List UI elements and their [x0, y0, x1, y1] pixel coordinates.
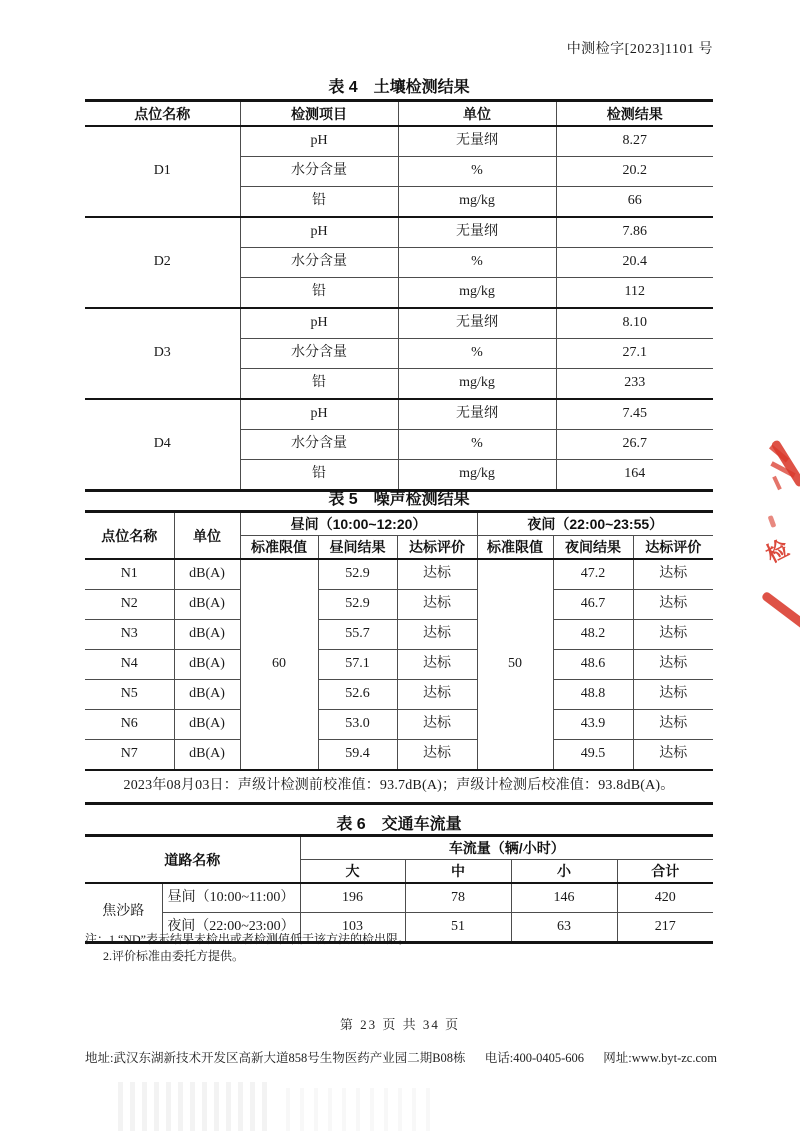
soil-results-table — [85, 99, 713, 492]
unit-cell: mg/kg — [398, 369, 556, 400]
col-header-total: 合计 — [617, 860, 713, 884]
flow-total-cell: 217 — [617, 913, 713, 943]
table4-title: 表 4 土壤检测结果 — [328, 79, 470, 96]
point-name-cell: D1 — [85, 126, 240, 217]
unit-cell: dB(A) — [174, 680, 240, 710]
night-eval-cell: 达标 — [633, 710, 713, 740]
result-cell: 26.7 — [556, 430, 713, 460]
result-cell: 7.45 — [556, 399, 713, 430]
document-ref-number: 中测检字[2023]1101 号 — [566, 42, 713, 57]
flow-medium-cell: 51 — [405, 913, 511, 943]
seal-stroke-icon — [770, 461, 795, 478]
calibration-row — [85, 770, 713, 804]
col-header-point: 点位名称 — [85, 512, 174, 560]
day-eval-cell: 达标 — [397, 620, 477, 650]
unit-cell: % — [398, 339, 556, 369]
flow-medium-cell: 78 — [405, 883, 511, 913]
seal-stroke-icon — [769, 445, 789, 463]
unit-cell: dB(A) — [174, 590, 240, 620]
col-group-day: 昼间（10:00~12:20） — [240, 512, 477, 536]
unit-cell: dB(A) — [174, 620, 240, 650]
unit-cell: dB(A) — [174, 559, 240, 590]
period-cell: 昼间（10:00~11:00） — [162, 883, 300, 913]
result-cell: 20.2 — [556, 157, 713, 187]
night-result-cell: 49.5 — [553, 740, 633, 771]
period-cell: 夜间（22:00~23:00） — [162, 913, 300, 943]
night-result-cell: 43.9 — [553, 710, 633, 740]
result-cell: 7.86 — [556, 217, 713, 248]
flow-large-cell: 196 — [300, 883, 405, 913]
flow-total-cell: 420 — [617, 883, 713, 913]
table-header-row — [85, 512, 713, 536]
result-cell: 8.27 — [556, 126, 713, 157]
unit-cell: 无量纲 — [398, 399, 556, 430]
col-header-medium: 中 — [405, 860, 511, 884]
item-cell: 水分含量 — [240, 248, 398, 278]
table-row — [85, 620, 713, 650]
footnote-text-1: 1.“ND”表示结果未检出或者检测值低于该方法的检出限。 — [109, 932, 411, 946]
col-header-unit: 单位 — [398, 101, 556, 127]
seal-character: 检 — [761, 535, 793, 568]
day-eval-cell: 达标 — [397, 590, 477, 620]
footer-address: 地址:武汉东湖新技术开发区高新大道858号生物医药产业园二期B08栋 — [85, 1051, 466, 1065]
table-row — [85, 590, 713, 620]
night-eval-cell: 达标 — [633, 680, 713, 710]
table-row — [85, 559, 713, 590]
night-result-cell: 46.7 — [553, 590, 633, 620]
point-name-cell: N4 — [85, 650, 174, 680]
col-header-day-eval: 达标评价 — [397, 536, 477, 560]
item-cell: pH — [240, 126, 398, 157]
watermark-block — [286, 1088, 436, 1131]
table-row — [85, 883, 713, 913]
result-cell: 233 — [556, 369, 713, 400]
unit-cell: 无量纲 — [398, 308, 556, 339]
footnote-line-2: 2.评价标准由委托方提供。 — [103, 949, 245, 964]
footnote-prefix: 注： — [85, 932, 110, 946]
col-header-large: 大 — [300, 860, 405, 884]
day-result-cell: 55.7 — [318, 620, 397, 650]
col-header-result: 检测结果 — [556, 101, 713, 127]
noise-results-table — [85, 510, 713, 805]
table5-title: 表 5 噪声检测结果 — [328, 491, 470, 508]
table-header-row — [85, 836, 713, 860]
item-cell: 水分含量 — [240, 339, 398, 369]
day-result-cell: 57.1 — [318, 650, 397, 680]
point-name-cell: N6 — [85, 710, 174, 740]
day-eval-cell: 达标 — [397, 559, 477, 590]
page-number: 第 23 页 共 34 页 — [339, 1017, 461, 1032]
day-result-cell: 53.0 — [318, 710, 397, 740]
seal-stroke-icon — [772, 476, 782, 490]
table-row — [85, 399, 713, 430]
day-result-cell: 52.6 — [318, 680, 397, 710]
footnote-line-1 — [85, 931, 713, 948]
road-name-cell: 焦沙路 — [85, 883, 162, 943]
seal-stroke-icon — [768, 515, 777, 528]
night-eval-cell: 达标 — [633, 559, 713, 590]
footer-phone: 电话:400-0405-606 — [484, 1051, 585, 1065]
footnotes — [85, 931, 713, 966]
col-header-unit: 单位 — [174, 512, 240, 560]
table-row — [85, 308, 713, 339]
col-header-night-limit: 标准限值 — [477, 536, 553, 560]
day-result-cell: 52.9 — [318, 590, 397, 620]
traffic-flow-table — [85, 834, 713, 944]
footer-website: 网址:www.byt-zc.com — [603, 1051, 717, 1065]
seal-arc-icon — [761, 591, 800, 629]
item-cell: 铅 — [240, 369, 398, 400]
day-eval-cell: 达标 — [397, 680, 477, 710]
flow-small-cell: 63 — [511, 913, 617, 943]
night-result-cell: 48.6 — [553, 650, 633, 680]
night-result-cell: 48.8 — [553, 680, 633, 710]
col-group-night: 夜间（22:00~23:55） — [477, 512, 713, 536]
col-header-day-result: 昼间结果 — [318, 536, 397, 560]
table-row — [85, 217, 713, 248]
table-row — [85, 126, 713, 157]
day-eval-cell: 达标 — [397, 650, 477, 680]
unit-cell: mg/kg — [398, 278, 556, 309]
item-cell: pH — [240, 399, 398, 430]
night-limit-cell: 50 — [477, 559, 553, 770]
watermark-block — [118, 1082, 268, 1131]
day-eval-cell: 达标 — [397, 740, 477, 771]
day-limit-cell: 60 — [240, 559, 318, 770]
flow-small-cell: 146 — [511, 883, 617, 913]
col-group-flow: 车流量（辆/小时） — [300, 836, 713, 860]
unit-cell: mg/kg — [398, 460, 556, 491]
col-header-day-limit: 标准限值 — [240, 536, 318, 560]
item-cell: 水分含量 — [240, 157, 398, 187]
col-header-night-result: 夜间结果 — [553, 536, 633, 560]
unit-cell: 无量纲 — [398, 217, 556, 248]
item-cell: pH — [240, 308, 398, 339]
unit-cell: dB(A) — [174, 710, 240, 740]
day-result-cell: 59.4 — [318, 740, 397, 771]
table6-title: 表 6 交通车流量 — [336, 816, 462, 833]
point-name-cell: N7 — [85, 740, 174, 771]
result-cell: 8.10 — [556, 308, 713, 339]
point-name-cell: D2 — [85, 217, 240, 308]
point-name-cell: N5 — [85, 680, 174, 710]
table-row — [85, 680, 713, 710]
scan-ghost-watermark — [118, 1082, 470, 1131]
night-result-cell: 47.2 — [553, 559, 633, 590]
unit-cell: % — [398, 430, 556, 460]
table-row — [85, 740, 713, 771]
result-cell: 164 — [556, 460, 713, 491]
col-header-small: 小 — [511, 860, 617, 884]
night-eval-cell: 达标 — [633, 650, 713, 680]
seal-arc-icon — [770, 439, 800, 488]
col-header-night-eval: 达标评价 — [633, 536, 713, 560]
item-cell: 铅 — [240, 278, 398, 309]
day-eval-cell: 达标 — [397, 710, 477, 740]
footer-contact-line — [85, 1048, 717, 1066]
col-header-road: 道路名称 — [85, 836, 300, 884]
item-cell: 铅 — [240, 187, 398, 218]
item-cell: 水分含量 — [240, 430, 398, 460]
flow-large-cell: 103 — [300, 913, 405, 943]
result-cell: 112 — [556, 278, 713, 309]
unit-cell: dB(A) — [174, 650, 240, 680]
day-result-cell: 52.9 — [318, 559, 397, 590]
item-cell: 铅 — [240, 460, 398, 491]
table-row — [85, 650, 713, 680]
unit-cell: dB(A) — [174, 740, 240, 771]
night-eval-cell: 达标 — [633, 590, 713, 620]
unit-cell: % — [398, 248, 556, 278]
item-cell: pH — [240, 217, 398, 248]
col-header-point: 点位名称 — [85, 101, 240, 127]
point-name-cell: D3 — [85, 308, 240, 399]
night-eval-cell: 达标 — [633, 740, 713, 771]
table-header-row — [85, 101, 713, 127]
col-header-item: 检测项目 — [240, 101, 398, 127]
point-name-cell: N2 — [85, 590, 174, 620]
table-row — [85, 710, 713, 740]
calibration-note: 2023年08月03日：声级计检测前校准值：93.7dB(A)；声级计检测后校准值：93.8dB(A)。 — [85, 770, 713, 804]
result-cell: 20.4 — [556, 248, 713, 278]
unit-cell: mg/kg — [398, 187, 556, 218]
night-eval-cell: 达标 — [633, 620, 713, 650]
point-name-cell: D4 — [85, 399, 240, 491]
red-seal-stamp — [752, 433, 800, 629]
night-result-cell: 48.2 — [553, 620, 633, 650]
point-name-cell: N3 — [85, 620, 174, 650]
result-cell: 66 — [556, 187, 713, 218]
unit-cell: % — [398, 157, 556, 187]
point-name-cell: N1 — [85, 559, 174, 590]
unit-cell: 无量纲 — [398, 126, 556, 157]
result-cell: 27.1 — [556, 339, 713, 369]
